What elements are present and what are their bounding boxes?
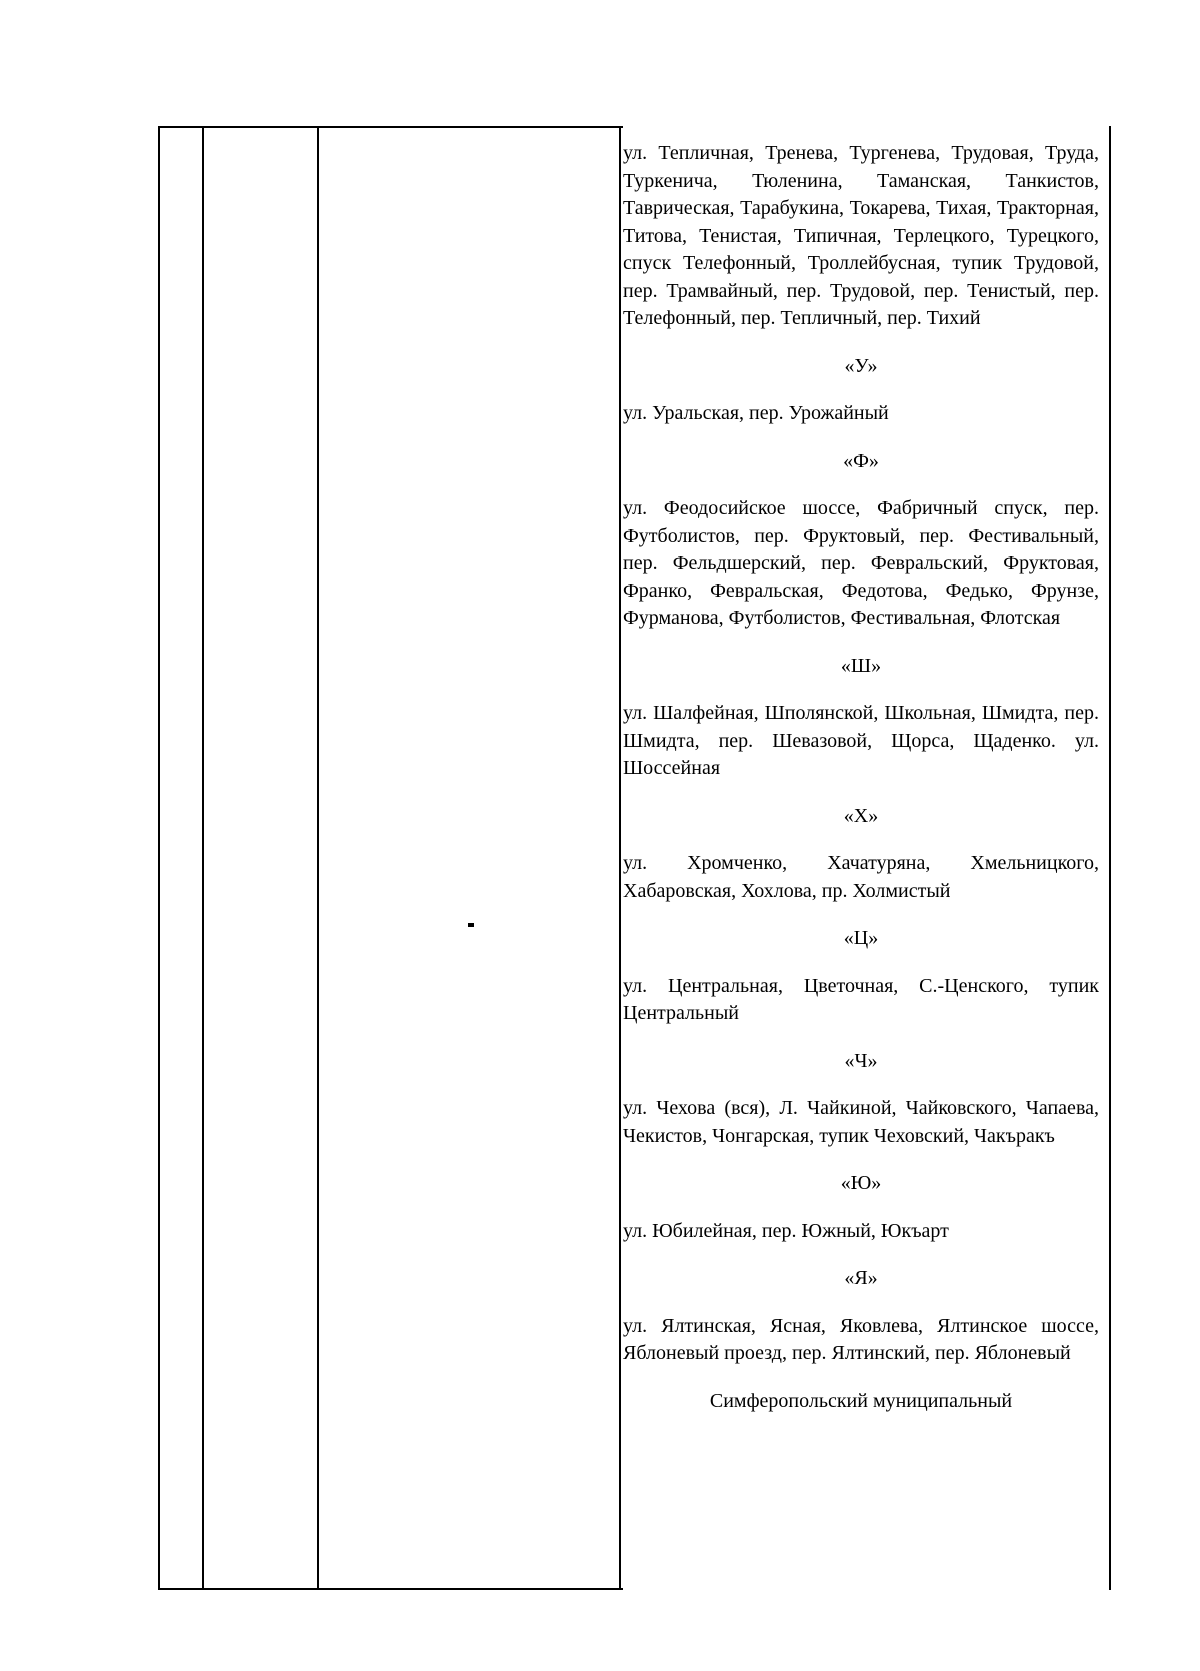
table-top-border xyxy=(158,126,623,128)
letter-heading-ya: «Я» xyxy=(844,1267,878,1289)
table-bottom-border xyxy=(158,1588,623,1590)
letter-heading-yu: «Ю» xyxy=(840,1172,882,1194)
streets-yu: ул. Юбилейная, пер. Южный, Юкъарт xyxy=(623,1219,949,1242)
footer-district-title: Симферопольский муниципальный xyxy=(709,1389,1013,1412)
streets-sh: ул. Шалфейная, Шполянской, Школьная, Шмидта, пер. Шмидта, пер. Шевазовой, Щорса, Щаденко. ул. Шоссейная xyxy=(623,702,1099,779)
table-col-line-5 xyxy=(1109,126,1111,1590)
streets-h: ул. Хромченко, Хачатуряна, Хмельницкого, Хабаровская, Хохлова, пр. Холмистый xyxy=(623,852,1099,902)
table-col-line-2 xyxy=(202,126,204,1590)
letter-heading-u: «У» xyxy=(844,354,878,377)
streets-u: ул. Уральская, пер. Урожайный xyxy=(623,402,889,424)
table-col-line-1 xyxy=(158,126,160,1590)
letter-heading-ts: «Ц» xyxy=(843,927,879,949)
streets-ch: ул. Чехова (вся), Л. Чайкиной, Чайковского, Чапаева, Чекистов, Чонгарская, тупик Чеховский, Чакъракъ xyxy=(623,1097,1099,1147)
letter-heading-h: «Х» xyxy=(843,804,879,827)
letter-heading-f: «Ф» xyxy=(843,449,879,472)
stray-mark xyxy=(468,923,474,927)
letter-heading-sh: «Ш» xyxy=(840,654,882,677)
table-col-line-3 xyxy=(317,126,319,1590)
table-col-line-4 xyxy=(619,126,621,1590)
streets-ya: ул. Ялтинская, Ясная, Яковлева, Ялтинское шоссе, Яблоневый проезд, пер. Ялтинский, пер. Яблоневый xyxy=(623,1314,1099,1364)
letter-heading-ch: «Ч» xyxy=(844,1049,878,1072)
street-list-cell xyxy=(623,140,1099,1415)
streets-f: ул. Феодосийское шоссе, Фабричный спуск, пер. Футболистов, пер. Фруктовый, пер. Фестивальный, пер. Фельдшерский, пер. Февральский, Фруктовая, Франко, Февральская, Федотова, Федько, Фрунзе, Фурманова, Футболистов, Фестивальная, Флотская xyxy=(623,497,1099,629)
streets-t: ул. Тепличная, Тренева, Тургенева, Трудовая, Труда, Туркенича, Тюленина, Таманская, Танкистов, Таврическая, Тарабукина, Токарева, Тихая, Тракторная, Титова, Тенистая, Типичная, Терлецкого, Турецкого, спуск Телефонный, Троллейбусная, тупик Трудовой, пер. Трамвайный, пер. Трудовой, пер. Тенистый, пер. Телефонный, пер. Тепличный, пер. Тихий xyxy=(623,142,1099,329)
streets-ts: ул. Центральная, Цветочная, С.-Ценского, тупик Центральный xyxy=(623,974,1099,1024)
